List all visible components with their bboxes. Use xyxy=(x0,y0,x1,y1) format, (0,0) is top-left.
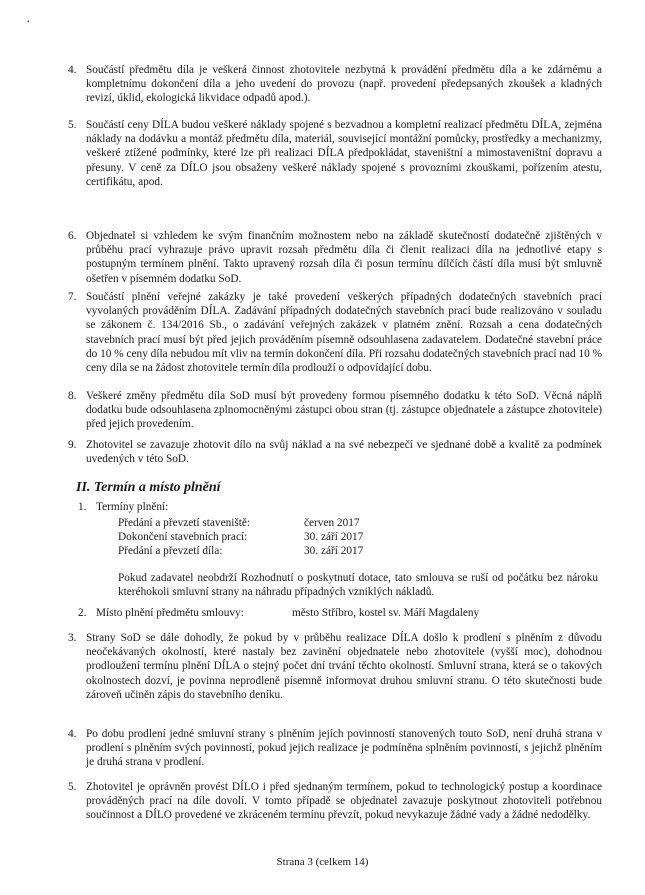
clause-text: Součástí plnění veřejné zakázky je také provedení veškerých případných dodatečných stavebních prací vyvolaných prováděním DÍLA. Zadávání případných dodatečných stavebních prací bude realizováno v souladu se zákonem č. 134/2016 Sb., o zadávání veřejných zakázek v platném znění. Rozsah a cena dodatečných stavebních prací musí být před jejich prováděním písemně odsouhlasena zadavatelem. Dodatečné stavební práce do 10 % ceny díla nebudou mít vliv na termín dokončení díla. Při rozsahu dodatečných stavebních prací nad 10 % ceny díla se na žádost zhotovitele termín díla prodlouží o odpovídající dobu. xyxy=(86,291,602,375)
terms-row xyxy=(118,516,363,530)
clause-number: 9. xyxy=(68,439,77,451)
clause-text: Součástí ceny DÍLA budou veškeré náklady spojené s bezvadnou a kompletní realizací předmětu DÍLA, zejména náklady na dodávku a montáž předmětu díla, materiál, související montážní pomůcky, prostředky a mechanizmy, veškeré ztížené podmínky, které lze při realizaci DÍLA předpokládat, staveništní a mimostaveništní dopravu a přesuny. V ceně za DÍLO jsou obsaženy veškeré náklady spojené s provozními zkouškami, pořízením atestu, certifikátu, apod. xyxy=(86,119,602,188)
clause-number: 2. xyxy=(78,607,87,619)
place-row xyxy=(78,606,602,620)
terms-label: Předání a převzetí díla: xyxy=(118,545,223,558)
terms-value: 30. září 2017 xyxy=(304,545,364,558)
clause-text: Objednatel si vzhledem ke svým finančním možnostem nebo na základě skutečností dodatečně zjištěných v průběhu prací vyhrazuje právo upravit rozsah předmětu díla či členit realizaci díla na jednotlivé etapy s postupným termínem plnění. Takto upravený rozsah díla či posun termínu dílčích částí díla musí být smluvně ošetřen v písemném dodatku SoD. xyxy=(86,230,602,285)
terms-title: Termíny plnění: xyxy=(96,501,169,513)
clause-number: 5. xyxy=(68,119,77,131)
clause-5b xyxy=(68,780,602,823)
page-footer: Strana 3 (celkem 14) xyxy=(276,856,369,868)
terms-label: Dokončení stavebních prací: xyxy=(118,531,248,544)
clause-7 xyxy=(68,290,602,375)
clause-text: Zhotovitel se zavazuje zhotovit dílo na svůj náklad a na své nebezpečí ve sjednané době a kvalitě za podmínek uvedených v této SoD. xyxy=(86,439,602,466)
subsidy-note: Pokud zadavatel neobdrží Rozhodnutí o poskytnutí dotace, tato smlouva se ruší od počátku bez nároku kteréhokoli smluvní strany na náhradu případných vzniklých nákladů. xyxy=(118,572,598,599)
clause-text: Strany SoD se dále dohodly, že pokud by v průběhu realizace DÍLA došlo k prodlení s plněním z důvodu neočekávaných okolností, které nastaly bez zavinění objednatele nebo zhotovitele (vyšší moc), dohodnou prodloužení termínu plnění DÍLA o stejný počet dní trvání těchto okolností. Smluvní strana, která se o takových okolnostech dozví, je povinna neprodleně písemně informovat druhou smluvní stranu. O této skutečnosti bude zároveň učiněn zápis do stavebního deníku. xyxy=(86,632,602,701)
clause-4b xyxy=(68,727,602,770)
clause-number: 4. xyxy=(68,728,77,740)
terms-row xyxy=(118,544,363,558)
terms-title-row xyxy=(78,500,602,514)
clause-9 xyxy=(68,438,602,466)
terms-table xyxy=(118,516,363,559)
scan-speck: • xyxy=(27,18,30,26)
place-value: město Stříbro, kostel sv. Máří Magdaleny xyxy=(292,607,480,619)
clause-5 xyxy=(68,118,602,189)
clause-3 xyxy=(68,631,602,702)
place-label: Místo plnění předmětu smlouvy: xyxy=(96,607,244,619)
terms-value: červen 2017 xyxy=(304,517,360,529)
clause-number: 3. xyxy=(68,632,77,644)
clause-number: 7. xyxy=(68,291,77,303)
clause-number: 6. xyxy=(68,230,77,242)
clause-text: Zhotovitel je oprávněn provést DÍLO i před sjednaným termínem, pokud to technologický postup a koordinace prováděných prací na díle dovolí. V tomto případě se objednatel zavazuje poskytnout zhotoviteli potřebnou součinnost a DÍLO provedené ve zkráceném termínu převzít, pokud nevykazuje žádné vady a žádné nedodělky. xyxy=(86,781,602,822)
clause-4 xyxy=(68,63,602,106)
clause-text: Součástí předmětu díla je veškerá činnost zhotovitele nezbytná k provádění předmětu díla a ke zdárnému a kompletnímu dokončení díla a jeho uvedení do provozu (např. provedení předepsaných zkoušek a kladných revizí, úklid, ekologická likvidace odpadů apod.). xyxy=(86,64,602,105)
clause-text: Po dobu prodlení jedné smluvní strany s plněním jejích povinností stanovených touto SoD, není druhá strana v prodlení s plněním svých povinností, pokud jejich realizace je podmíněna splněním povinností, s jejichž plněním je druhá strana v prodlení. xyxy=(86,728,602,769)
terms-value: 30. září 2017 xyxy=(304,531,364,544)
section-heading: II. Termín a místo plnění xyxy=(76,480,221,495)
terms-label: Předání a převzetí staveniště: xyxy=(118,517,251,529)
clause-number: 5. xyxy=(68,781,77,793)
clause-6 xyxy=(68,229,602,286)
clause-text: Veškeré změny předmětu díla SoD musí být provedeny formou písemného dodatku k této SoD. Věcná náplň dodatku bude odsouhlasena zplnomocněnými zástupci obou stran (tj. zástupce objednatele a zástupce zhotovitele) před jejich provedením. xyxy=(86,390,602,431)
terms-row xyxy=(118,530,363,544)
clause-number: 8. xyxy=(68,390,77,402)
clause-number: 1. xyxy=(78,501,87,513)
clause-number: 4. xyxy=(68,64,77,76)
clause-8 xyxy=(68,389,602,432)
